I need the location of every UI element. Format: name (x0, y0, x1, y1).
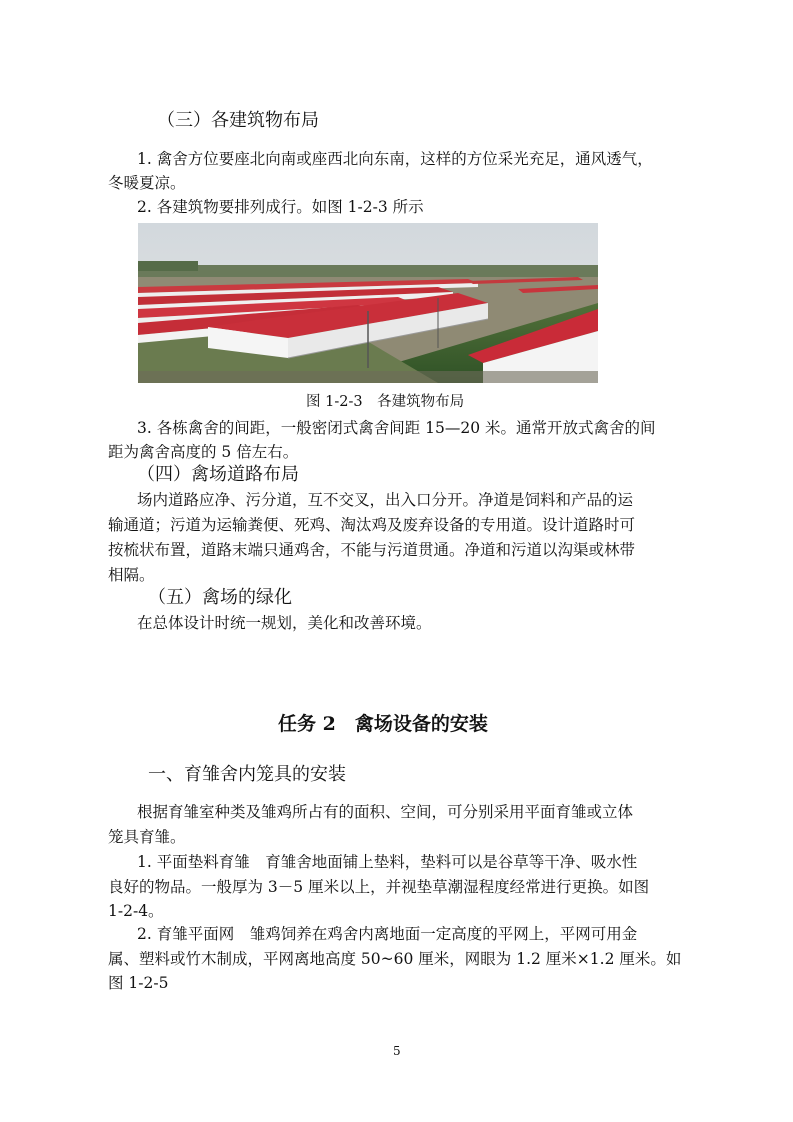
farm-buildings-photo (138, 223, 598, 383)
task2-p2-line3: 图 1-2-5 (108, 974, 169, 992)
task2-p1-line3: 1-2-4。 (108, 902, 164, 920)
section4-line2: 输通道；污道为运输粪便、死鸡、淘汰鸡及废弃设备的专用道。设计道路时可 (108, 516, 636, 534)
section4-line4: 相隔。 (108, 566, 155, 584)
section4-line1: 场内道路应净、污分道，互不交叉，出入口分开。净道是饲料和产品的运 (137, 491, 634, 509)
figure-caption: 图 1-2-3 各建筑物布局 (306, 394, 465, 410)
section4-heading: （四）禽场道路布局 (137, 464, 299, 485)
page-number: 5 (393, 1044, 401, 1058)
section3-heading: （三）各建筑物布局 (157, 110, 319, 131)
section3-p1-line2: 冬暖夏凉。 (108, 174, 186, 192)
section3-p3-line1: 3. 各栋禽舍的间距，一般密闭式禽舍间距 15—20 米。通常开放式禽舍的间 (137, 419, 656, 437)
task2-p1-line1: 1. 平面垫料育雏 育雏舍地面铺上垫料，垫料可以是谷草等干净、吸水性 (137, 853, 638, 871)
task2-p1-line2: 良好的物品。一般厚为 3－5 厘米以上，并视垫草潮湿程度经常进行更换。如图 (108, 878, 650, 896)
section3-p1-line1: 1. 禽舍方位要座北向南或座西北向东南，这样的方位采光充足，通风透气， (137, 150, 653, 168)
task2-intro-line1: 根据育雏室种类及雏鸡所占有的面积、空间，可分别采用平面育雏或立体 (137, 803, 634, 821)
task2-p2-line1: 2. 育雏平面网 雏鸡饲养在鸡舍内离地面一定高度的平网上，平网可用金 (137, 925, 638, 943)
task2-subheading: 一、育雏舍内笼具的安装 (148, 764, 346, 785)
section4-line3: 按梳状布置，道路末端只通鸡舍，不能与污道贯通。净道和污道以沟渠或林带 (108, 541, 636, 559)
section5-heading: （五）禽场的绿化 (148, 587, 292, 608)
task2-p2-line2: 属、塑料或竹木制成，平网离地高度 50~60 厘米，网眼为 1.2 厘米×1.2 厘米。如 (108, 950, 682, 968)
section3-p3-line2: 距为禽舍高度的 5 倍左右。 (108, 443, 299, 461)
section3-p2: 2. 各建筑物要排列成行。如图 1-2-3 所示 (137, 198, 424, 216)
task2-intro-line2: 笼具育雏。 (108, 828, 186, 846)
section5-line1: 在总体设计时统一规划，美化和改善环境。 (137, 614, 432, 632)
task2-title: 任务 2 禽场设备的安装 (278, 713, 488, 735)
